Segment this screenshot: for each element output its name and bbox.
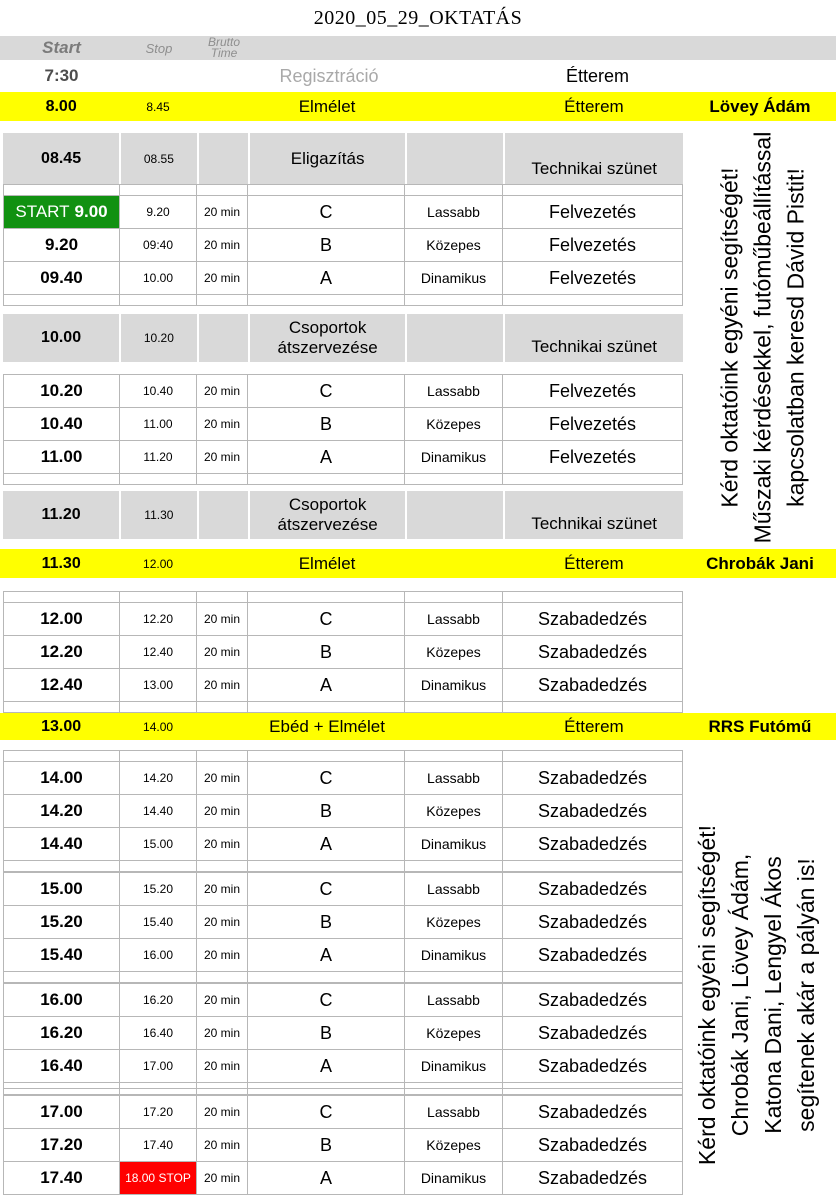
stop-time: 12.20 bbox=[119, 602, 197, 636]
group: B bbox=[247, 1016, 405, 1050]
activity: Szabadedzés bbox=[502, 1161, 683, 1195]
stop-time: 08.55 bbox=[119, 133, 196, 184]
pace: Lassabb bbox=[404, 983, 503, 1017]
start-time: 15.00 bbox=[3, 872, 120, 906]
stop-time: 12.40 bbox=[119, 635, 197, 669]
pace: Lassabb bbox=[404, 602, 503, 636]
stop-time: 14.00 bbox=[143, 719, 174, 734]
stop-time: 13.00 bbox=[119, 668, 197, 702]
pace: Dinamikus bbox=[404, 1161, 503, 1195]
session-row bbox=[3, 668, 836, 702]
activity: Szabadedzés bbox=[502, 668, 683, 702]
spacer-row bbox=[3, 701, 836, 713]
stop-time: 12.00 bbox=[143, 556, 174, 571]
activity: Szabadedzés bbox=[502, 1049, 683, 1083]
break-note: Technikai szünet bbox=[503, 314, 683, 362]
stop-time: 09:40 bbox=[119, 228, 197, 262]
duration: 20 min bbox=[196, 983, 248, 1017]
activity: Felvezetés bbox=[502, 195, 683, 229]
group: B bbox=[247, 1128, 405, 1162]
pace: Dinamikus bbox=[404, 440, 503, 474]
start-time: 9.20 bbox=[3, 228, 120, 262]
theory-row-1130 bbox=[0, 549, 836, 578]
activity: Szabadedzés bbox=[502, 872, 683, 906]
registration-location: Étterem bbox=[565, 65, 630, 86]
duration: 20 min bbox=[196, 938, 248, 972]
session-row bbox=[3, 374, 836, 408]
start-time: 09.40 bbox=[3, 261, 120, 295]
spacer-row bbox=[3, 473, 836, 485]
lunch-row-1300 bbox=[0, 713, 836, 740]
activity: Szabadedzés bbox=[502, 1128, 683, 1162]
group: A bbox=[247, 938, 405, 972]
start-time: 10.40 bbox=[3, 407, 120, 441]
pace: Lassabb bbox=[404, 761, 503, 795]
header-stop: Stop bbox=[145, 40, 173, 56]
table-header bbox=[0, 36, 836, 60]
activity: Felvezetés bbox=[502, 261, 683, 295]
start-time: 12.40 bbox=[3, 668, 120, 702]
activity: Szabadedzés bbox=[502, 827, 683, 861]
location: Étterem bbox=[564, 553, 624, 573]
duration: 20 min bbox=[196, 261, 248, 295]
activity: Felvezetés bbox=[502, 440, 683, 474]
activity: Csoportok átszervezése bbox=[248, 314, 405, 362]
group: A bbox=[247, 440, 405, 474]
start-time: 17.00 bbox=[3, 1095, 120, 1129]
header-start: Start bbox=[42, 38, 81, 57]
stop-time: 14.20 bbox=[119, 761, 197, 795]
start-time: 14.00 bbox=[3, 761, 120, 795]
session-block-9 bbox=[3, 184, 836, 306]
group: A bbox=[247, 668, 405, 702]
activity: Szabadedzés bbox=[502, 1016, 683, 1050]
pace: Közepes bbox=[404, 1016, 503, 1050]
pace: Dinamikus bbox=[404, 261, 503, 295]
group: B bbox=[247, 228, 405, 262]
break-row-1000 bbox=[3, 314, 683, 362]
stop-time: 8.45 bbox=[146, 99, 170, 114]
pace: Közepes bbox=[404, 794, 503, 828]
activity: Szabadedzés bbox=[502, 983, 683, 1017]
start-time: 14.40 bbox=[3, 827, 120, 861]
session-row bbox=[3, 407, 836, 441]
group: B bbox=[247, 905, 405, 939]
pace: Lassabb bbox=[404, 872, 503, 906]
start-time: 12.00 bbox=[3, 602, 120, 636]
group: B bbox=[247, 794, 405, 828]
stop-time: 9.20 bbox=[119, 195, 197, 229]
start-time: 16.40 bbox=[3, 1049, 120, 1083]
session-row bbox=[3, 602, 836, 636]
stop-time: 17.40 bbox=[119, 1128, 197, 1162]
stop-time-red: 18.00 STOP bbox=[119, 1161, 197, 1195]
activity: Eligazítás bbox=[248, 133, 405, 184]
activity: Szabadedzés bbox=[502, 794, 683, 828]
pace: Dinamikus bbox=[404, 668, 503, 702]
duration: 20 min bbox=[196, 668, 248, 702]
side-note-instructors-morning: Kérd oktatóink egyéni segítségét! Műszaki kérdésekkel, futóműbeállítással kapcsolatban keresd Dávid Pistit! bbox=[716, 131, 809, 544]
group: C bbox=[247, 872, 405, 906]
duration: 20 min bbox=[196, 827, 248, 861]
group: C bbox=[247, 1095, 405, 1129]
side-note-instructors-afternoon: Kérd oktatóink egyéni segítségét! Chrobák Jani, Lövey Ádám, Katona Dani, Lengyel Ákos segítenek akár a pályán is! bbox=[694, 824, 819, 1166]
start-time: 11.20 bbox=[41, 506, 81, 523]
duration: 20 min bbox=[196, 635, 248, 669]
group: C bbox=[247, 761, 405, 795]
duration: 20 min bbox=[196, 228, 248, 262]
activity: Szabadedzés bbox=[502, 602, 683, 636]
start-time: 14.20 bbox=[3, 794, 120, 828]
activity: Szabadedzés bbox=[502, 1095, 683, 1129]
stop-time: 15.40 bbox=[119, 905, 197, 939]
instructor: Lövey Ádám bbox=[709, 96, 811, 116]
stop-time: 11.20 bbox=[119, 440, 197, 474]
start-time: 8.00 bbox=[45, 97, 77, 115]
start-time: 17.20 bbox=[3, 1128, 120, 1162]
group: A bbox=[247, 1161, 405, 1195]
activity: Elmélet bbox=[298, 553, 356, 573]
session-block-10 bbox=[3, 374, 836, 485]
registration-activity: Regisztráció bbox=[279, 65, 379, 86]
activity: Felvezetés bbox=[502, 407, 683, 441]
group: C bbox=[247, 195, 405, 229]
activity: Felvezetés bbox=[502, 228, 683, 262]
duration: 20 min bbox=[196, 1161, 248, 1195]
stop-time: 11.00 bbox=[119, 407, 197, 441]
stop-time: 17.00 bbox=[119, 1049, 197, 1083]
duration: 20 min bbox=[196, 602, 248, 636]
group: B bbox=[247, 407, 405, 441]
duration: 20 min bbox=[196, 1016, 248, 1050]
pace: Dinamikus bbox=[404, 827, 503, 861]
start-time: 15.20 bbox=[3, 905, 120, 939]
pace: Közepes bbox=[404, 635, 503, 669]
start-time: 16.20 bbox=[3, 1016, 120, 1050]
registration-row bbox=[0, 62, 836, 90]
start-time: 13.00 bbox=[41, 717, 82, 735]
stop-time: 16.40 bbox=[119, 1016, 197, 1050]
duration: 20 min bbox=[196, 1128, 248, 1162]
instructor: Chrobák Jani bbox=[706, 553, 814, 573]
pace: Lassabb bbox=[404, 195, 503, 229]
activity: Szabadedzés bbox=[502, 938, 683, 972]
pace: Dinamikus bbox=[404, 1049, 503, 1083]
activity: Elmélet bbox=[298, 96, 356, 116]
session-row bbox=[3, 635, 836, 669]
duration: 20 min bbox=[196, 872, 248, 906]
pace: Közepes bbox=[404, 228, 503, 262]
start-time: 10.20 bbox=[3, 374, 120, 408]
stop-time: 10.20 bbox=[119, 314, 196, 362]
page-title: 2020_05_29_OKTATÁS bbox=[313, 6, 523, 29]
stop-time: 16.20 bbox=[119, 983, 197, 1017]
session-row bbox=[3, 440, 836, 474]
group: B bbox=[247, 635, 405, 669]
stop-time: 14.40 bbox=[119, 794, 197, 828]
stop-time: 10.00 bbox=[119, 261, 197, 295]
duration: 20 min bbox=[196, 195, 248, 229]
duration: 20 min bbox=[196, 1049, 248, 1083]
group: C bbox=[247, 602, 405, 636]
session-row bbox=[3, 261, 836, 295]
instructor: RRS Futómű bbox=[708, 716, 812, 736]
activity: Szabadedzés bbox=[502, 761, 683, 795]
start-time: 12.20 bbox=[3, 635, 120, 669]
pace: Lassabb bbox=[404, 1095, 503, 1129]
pace: Közepes bbox=[404, 407, 503, 441]
stop-time: 15.20 bbox=[119, 872, 197, 906]
start-cell-green: START 9.00 bbox=[3, 195, 120, 229]
location: Étterem bbox=[564, 96, 624, 116]
start-time: 08.45 bbox=[41, 149, 82, 167]
start-time: 11.30 bbox=[41, 554, 81, 572]
stop-time: 10.40 bbox=[119, 374, 197, 408]
duration: 20 min bbox=[196, 905, 248, 939]
duration: 20 min bbox=[196, 374, 248, 408]
duration: 20 min bbox=[196, 440, 248, 474]
group: C bbox=[247, 374, 405, 408]
session-row bbox=[3, 228, 836, 262]
pace: Közepes bbox=[404, 1128, 503, 1162]
theory-row-0800 bbox=[0, 92, 836, 121]
activity: Szabadedzés bbox=[502, 905, 683, 939]
stop-time: 15.00 bbox=[119, 827, 197, 861]
duration: 20 min bbox=[196, 1095, 248, 1129]
group: A bbox=[247, 1049, 405, 1083]
duration: 20 min bbox=[196, 794, 248, 828]
location: Étterem bbox=[564, 716, 624, 736]
start-time: 16.00 bbox=[3, 983, 120, 1017]
start-time: 17.40 bbox=[3, 1161, 120, 1195]
start-time: 15.40 bbox=[3, 938, 120, 972]
break-note: Technikai szünet bbox=[503, 491, 683, 539]
session-row bbox=[3, 195, 836, 229]
group: A bbox=[247, 261, 405, 295]
pace: Lassabb bbox=[404, 374, 503, 408]
header-brutto-time: Brutto Time bbox=[207, 36, 240, 60]
session-block-12 bbox=[3, 591, 836, 713]
activity: Ebéd + Elmélet bbox=[269, 716, 385, 736]
pace: Közepes bbox=[404, 905, 503, 939]
duration: 20 min bbox=[196, 761, 248, 795]
activity: Szabadedzés bbox=[502, 635, 683, 669]
group: C bbox=[247, 983, 405, 1017]
start-time: 10.00 bbox=[41, 329, 82, 346]
group: A bbox=[247, 827, 405, 861]
stop-time: 11.30 bbox=[119, 491, 196, 539]
start-time: 11.00 bbox=[3, 440, 120, 474]
break-row-0845 bbox=[3, 133, 683, 184]
spacer-row bbox=[3, 294, 836, 306]
stop-time: 17.20 bbox=[119, 1095, 197, 1129]
activity: Felvezetés bbox=[502, 374, 683, 408]
session-row bbox=[3, 761, 836, 795]
registration-start: 7:30 bbox=[44, 66, 79, 85]
duration: 20 min bbox=[196, 407, 248, 441]
break-row-1120 bbox=[3, 491, 683, 539]
stop-time: 16.00 bbox=[119, 938, 197, 972]
activity: Csoportok átszervezése bbox=[248, 491, 405, 539]
pace: Dinamikus bbox=[404, 938, 503, 972]
break-note: Technikai szünet bbox=[503, 133, 683, 184]
